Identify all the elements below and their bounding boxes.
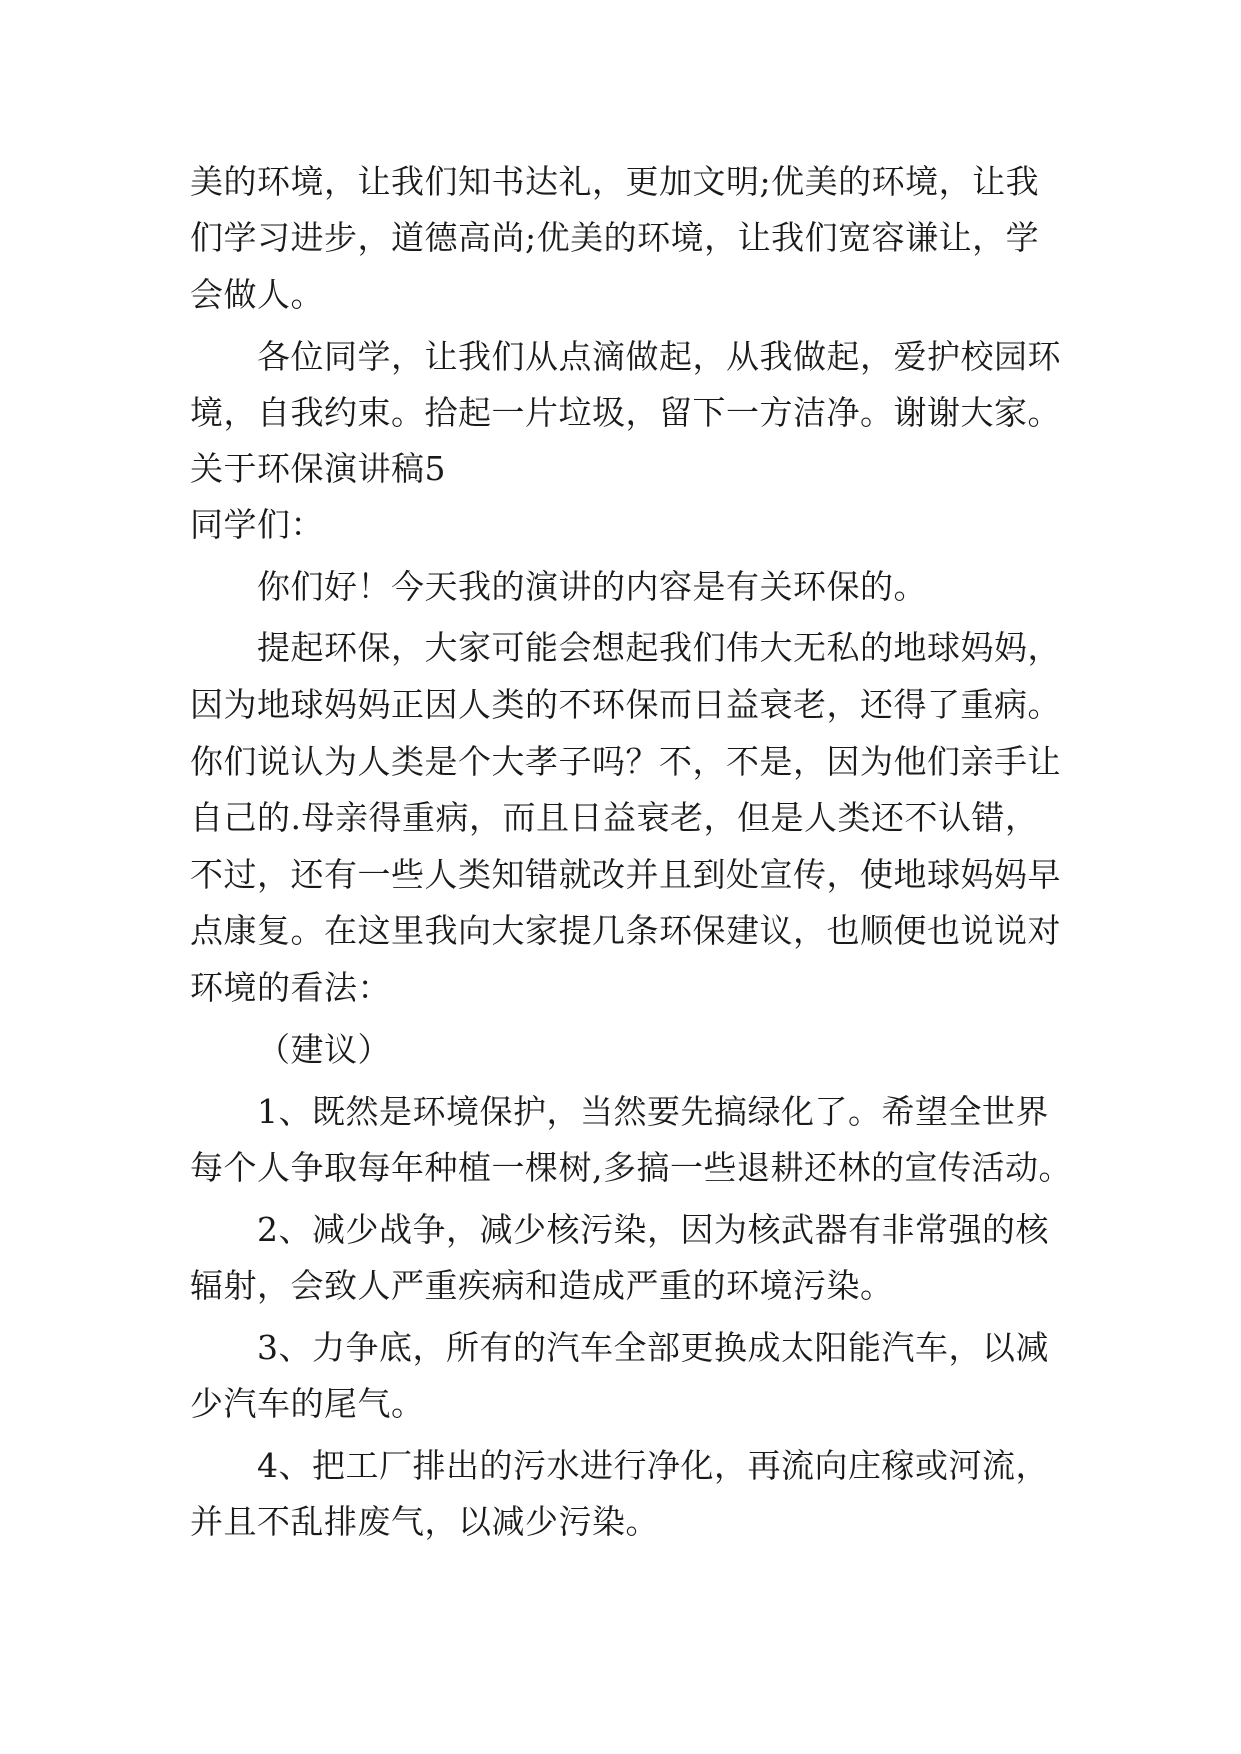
paragraph-line: 美的环境，让我们知书达礼，更加文明;优美的环境，让我 xyxy=(190,162,1040,201)
paragraph-line: 各位同学，让我们从点滴做起，从我做起，爱护校园环 xyxy=(257,337,1061,376)
paragraph-line: 环境的看法： xyxy=(190,968,391,1007)
paragraph-line: 不过，还有一些人类知错就改并且到处宣传，使地球妈妈早 xyxy=(190,855,1061,894)
paragraph-line: 你们说认为人类是个大孝子吗？不，不是，因为他们亲手让 xyxy=(190,742,1061,781)
list-item-line: 1、既然是环境保护，当然要先搞绿化了。希望全世界 xyxy=(257,1092,1049,1131)
paragraph-line: 自己的.母亲得重病，而且日益衰老，但是人类还不认错， xyxy=(190,798,1039,837)
list-item-line: 少汽车的尾气。 xyxy=(190,1384,425,1423)
list-item-line: 每个人争取每年种植一棵树,多搞一些退耕还林的宣传活动。 xyxy=(190,1148,1072,1187)
section-title: 关于环保演讲稿5 xyxy=(190,449,446,488)
list-item-line: 辐射，会致人严重疾病和造成严重的环境污染。 xyxy=(190,1266,894,1305)
paragraph-line: 因为地球妈妈正因人类的不环保而日益衰老，还得了重病。 xyxy=(190,685,1061,724)
list-item-line: 4、把工厂排出的污水进行净化，再流向庄稼或河流， xyxy=(257,1446,1049,1485)
list-item-line: 3、力争底，所有的汽车全部更换成太阳能汽车，以减 xyxy=(257,1328,1049,1367)
suggestion-heading: （建议） xyxy=(257,1030,391,1069)
paragraph-line: 你们好！今天我的演讲的内容是有关环保的。 xyxy=(257,567,927,606)
paragraph-line: 会做人。 xyxy=(190,275,324,314)
paragraph-line: 境，自我约束。拾起一片垃圾，留下一方洁净。谢谢大家。 xyxy=(190,393,1061,432)
paragraph-line: 点康复。在这里我向大家提几条环保建议，也顺便也说说对 xyxy=(190,911,1061,950)
paragraph-line: 们学习进步，道德高尚;优美的环境，让我们宽容谦让，学 xyxy=(190,218,1040,257)
paragraph-line: 提起环保，大家可能会想起我们伟大无私的地球妈妈， xyxy=(257,628,1061,667)
list-item-line: 2、减少战争，减少核污染，因为核武器有非常强的核 xyxy=(257,1210,1049,1249)
list-item-line: 并且不乱排废气，以减少污染。 xyxy=(190,1502,659,1541)
greeting: 同学们： xyxy=(190,505,324,544)
